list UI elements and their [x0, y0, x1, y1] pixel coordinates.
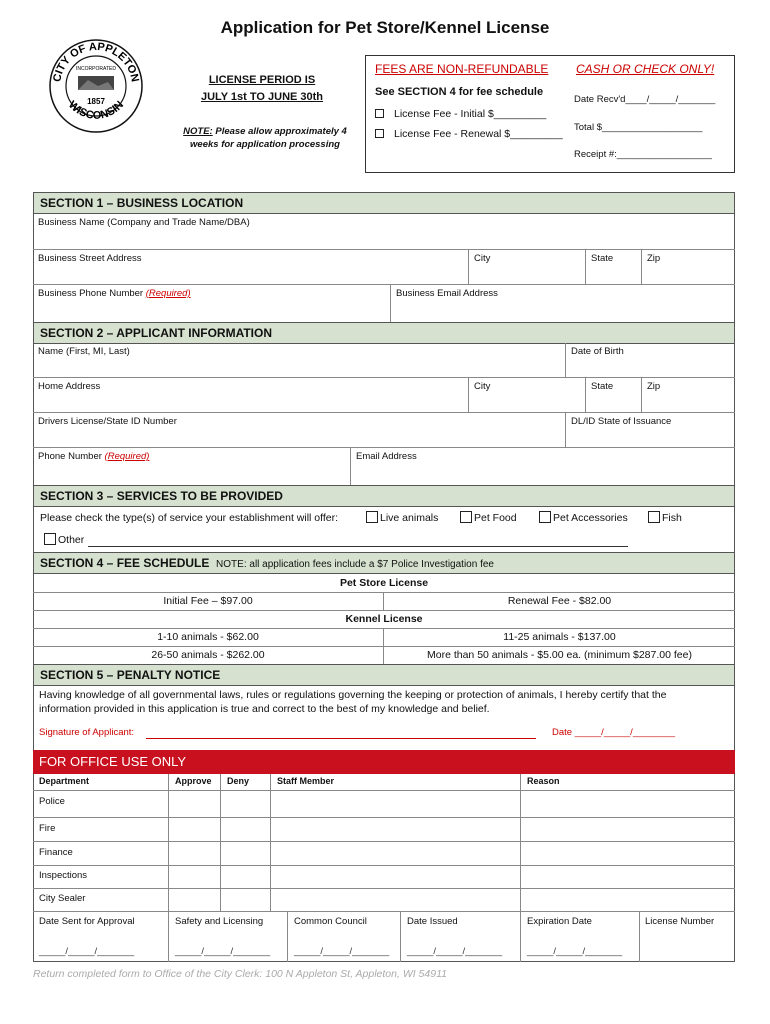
license-period-line1: LICENSE PERIOD IS: [208, 74, 316, 86]
initial-fee-line[interactable]: [375, 108, 546, 120]
date-sent-field[interactable]: _____/_____/_______: [39, 946, 135, 957]
dob-field[interactable]: [565, 343, 735, 377]
dl-field[interactable]: [33, 413, 565, 447]
service-pet-accessories[interactable]: [539, 511, 628, 524]
pet-store-fee-row: [33, 593, 735, 611]
section3-heading: SECTION 3 – SERVICES TO BE PROVIDED: [33, 485, 735, 507]
zip-label: Zip: [647, 381, 661, 392]
date-issued-field[interactable]: _____/_____/_______: [407, 946, 503, 957]
section4-heading: [33, 552, 735, 574]
kennel-fee-row-2: [33, 647, 735, 665]
processing-note: [180, 125, 350, 151]
city-label: City: [474, 253, 491, 264]
col-approve: Approve: [175, 776, 212, 786]
label-date-sent: Date Sent for Approval: [39, 916, 135, 927]
dl-label: Drivers License/State ID Number: [38, 416, 177, 427]
checkbox-icon[interactable]: [375, 109, 384, 118]
renewal-fee-line[interactable]: [375, 128, 563, 140]
kennel-fee-11-25: 11-25 animals - $137.00: [503, 631, 616, 643]
phone-label: Business Phone Number: [38, 288, 144, 299]
city-seal-logo: [48, 38, 144, 134]
pet-store-license-title: Pet Store License: [33, 575, 735, 593]
checkbox-icon[interactable]: [375, 129, 384, 138]
svg-text:WISCONSIN: WISCONSIN: [65, 98, 127, 122]
street-label: Business Street Address: [38, 253, 142, 264]
col-deny: Deny: [227, 776, 250, 786]
pet-food-label: Pet Food: [474, 512, 517, 524]
grid-line: [168, 774, 169, 912]
email-label: Business Email Address: [396, 288, 498, 299]
kennel-fee-26-50: 26-50 animals - $262.00: [33, 647, 384, 665]
office-row-city-sealer: [33, 889, 735, 912]
required-tag: (Required): [145, 288, 191, 299]
grid-line: [287, 912, 288, 962]
grid-line: [220, 774, 221, 912]
applicant-name-field[interactable]: [33, 343, 565, 377]
checkbox-icon[interactable]: [44, 533, 56, 545]
label-date-issued: Date Issued: [407, 916, 458, 927]
initial-fee-label: License Fee - Initial $_________: [394, 108, 547, 120]
office-row-police: [33, 791, 735, 818]
grid-line: [270, 774, 271, 912]
service-pet-food[interactable]: [460, 511, 517, 524]
note-label: NOTE:: [183, 126, 213, 137]
business-name-label: Business Name (Company and Trade Name/DBA): [38, 217, 250, 228]
section5-heading: SECTION 5 – PENALTY NOTICE: [33, 664, 735, 686]
business-contact-row: [33, 285, 735, 322]
label-expiration-date: Expiration Date: [527, 916, 592, 927]
phone-label: Phone Number: [38, 451, 102, 462]
note-text: Please allow approximately 4 weeks for application processing: [190, 126, 347, 150]
section2-heading: SECTION 2 – APPLICANT INFORMATION: [33, 322, 735, 344]
dept-police: Police: [39, 796, 65, 807]
footer-note: Return completed form to Office of the City Clerk: 100 N Appleton St, Appleton, WI 54911: [33, 968, 447, 980]
pet-renewal-fee: Renewal Fee - $82.00: [507, 595, 612, 607]
business-zip-field[interactable]: [641, 250, 735, 284]
zip-label: Zip: [647, 253, 661, 264]
fees-box: [365, 55, 735, 173]
checkbox-icon[interactable]: [648, 511, 660, 523]
office-row-finance: [33, 842, 735, 866]
business-street-field[interactable]: [33, 250, 468, 284]
applicant-email-field[interactable]: [350, 448, 735, 485]
label-safety-licensing: Safety and Licensing: [175, 916, 264, 927]
applicant-name-row: [33, 343, 735, 378]
dl-row: [33, 413, 735, 448]
checkbox-icon[interactable]: [460, 511, 472, 523]
dept-inspections: Inspections: [39, 870, 88, 881]
col-staff-member: Staff Member: [277, 776, 335, 786]
col-reason: Reason: [527, 776, 560, 786]
home-address-row: [33, 378, 735, 413]
applicant-contact-row: [33, 448, 735, 485]
applicant-zip-field[interactable]: [641, 378, 735, 412]
kennel-fee-row-1: [33, 629, 735, 647]
svg-text:CITY OF APPLETON: CITY OF APPLETON: [51, 40, 141, 83]
services-prompt: Please check the type(s) of service your establishment will offer:: [40, 512, 339, 524]
other-label: Other: [58, 534, 85, 546]
service-other[interactable]: [44, 533, 84, 546]
page-title: Application for Pet Store/Kennel License: [220, 18, 550, 37]
pet-initial-fee: Initial Fee – $97.00: [33, 593, 384, 610]
common-council-field[interactable]: _____/_____/_______: [294, 946, 390, 957]
email-label: Email Address: [356, 451, 417, 462]
business-email-field[interactable]: [390, 285, 735, 322]
receipt-field[interactable]: Receipt #:__________________: [574, 149, 712, 160]
expiration-date-field[interactable]: _____/_____/_______: [527, 946, 623, 957]
total-field[interactable]: Total $___________________: [574, 122, 703, 133]
business-name-field[interactable]: [33, 214, 735, 249]
signature-line[interactable]: [146, 738, 536, 739]
license-period: [182, 72, 342, 106]
grid-line: [400, 912, 401, 962]
dept-finance: Finance: [39, 847, 73, 858]
signature-date[interactable]: Date _____/_____/________: [552, 727, 676, 738]
grid-line: [639, 912, 640, 962]
dob-label: Date of Birth: [571, 346, 624, 357]
name-label: Name (First, MI, Last): [38, 346, 130, 357]
fish-label: Fish: [662, 512, 682, 524]
license-period-line2: JULY 1st TO JUNE 30th: [200, 91, 324, 103]
office-use-heading: FOR OFFICE USE ONLY: [33, 750, 735, 774]
applicant-city-field[interactable]: [468, 378, 585, 412]
label-common-council: Common Council: [294, 916, 367, 927]
business-phone-field[interactable]: [33, 285, 390, 322]
required-tag: (Required): [104, 451, 150, 462]
kennel-license-title: Kennel License: [33, 611, 735, 629]
service-fish[interactable]: [648, 511, 682, 524]
safety-licensing-field[interactable]: _____/_____/_______: [175, 946, 271, 957]
section4-title: SECTION 4 – FEE SCHEDULE: [40, 556, 210, 570]
grid-line: [520, 912, 521, 962]
grid-line: [520, 774, 521, 912]
address-label: Home Address: [38, 381, 101, 392]
section4-note: NOTE: all application fees include a $7 Police Investigation fee: [216, 559, 494, 570]
checkbox-icon[interactable]: [539, 511, 551, 523]
see-section-text: See SECTION 4 for fee schedule: [375, 86, 544, 98]
non-refundable-text: FEES ARE NON-REFUNDABLE: [375, 62, 549, 76]
date-received[interactable]: Date Recv'd____/_____/_______: [574, 94, 716, 105]
svg-text:INCORPORATED: INCORPORATED: [76, 66, 116, 72]
other-line[interactable]: [88, 546, 628, 547]
kennel-fee-over-50: More than 50 animals - $5.00 ea. (minimum $287.00 fee): [427, 649, 692, 661]
state-label: State: [591, 381, 614, 392]
home-address-field[interactable]: [33, 378, 468, 412]
city-label: City: [474, 381, 491, 392]
applicant-state-field[interactable]: [585, 378, 641, 412]
applicant-phone-field[interactable]: [33, 448, 350, 485]
dept-city-sealer: City Sealer: [39, 893, 86, 904]
service-live-animals[interactable]: [366, 511, 438, 524]
business-state-field[interactable]: [585, 250, 641, 284]
office-row-fire: [33, 818, 735, 842]
office-row-inspections: [33, 866, 735, 889]
business-address-row: [33, 250, 735, 285]
label-license-number: License Number: [645, 916, 715, 927]
section1-heading: SECTION 1 – BUSINESS LOCATION: [33, 192, 735, 214]
checkbox-icon[interactable]: [366, 511, 378, 523]
live-animals-label: Live animals: [380, 512, 439, 524]
penalty-text: Having knowledge of all governmental laws, rules or regulations governing the keeping or protection of animals, I hereby certify that the information provided in this application is true and correct to the best of my knowledge and belief.: [39, 689, 667, 715]
renewal-fee-label: License Fee - Renewal $_________: [394, 128, 563, 140]
business-city-field[interactable]: [468, 250, 585, 284]
dl-state-label: DL/ID State of Issuance: [571, 416, 672, 427]
signature-label: Signature of Applicant:: [39, 727, 135, 738]
kennel-fee-1-10: 1-10 animals - $62.00: [33, 629, 384, 646]
col-department: Department: [39, 776, 90, 786]
cash-check-text: CASH OR CHECK ONLY!: [576, 62, 715, 76]
dl-state-field[interactable]: [565, 413, 735, 447]
pet-accessories-label: Pet Accessories: [553, 512, 628, 524]
office-header-row: [33, 774, 735, 791]
svg-text:1857: 1857: [87, 97, 105, 106]
business-name-row: [33, 214, 735, 250]
state-label: State: [591, 253, 614, 264]
dept-fire: Fire: [39, 823, 56, 834]
grid-line: [168, 912, 169, 962]
